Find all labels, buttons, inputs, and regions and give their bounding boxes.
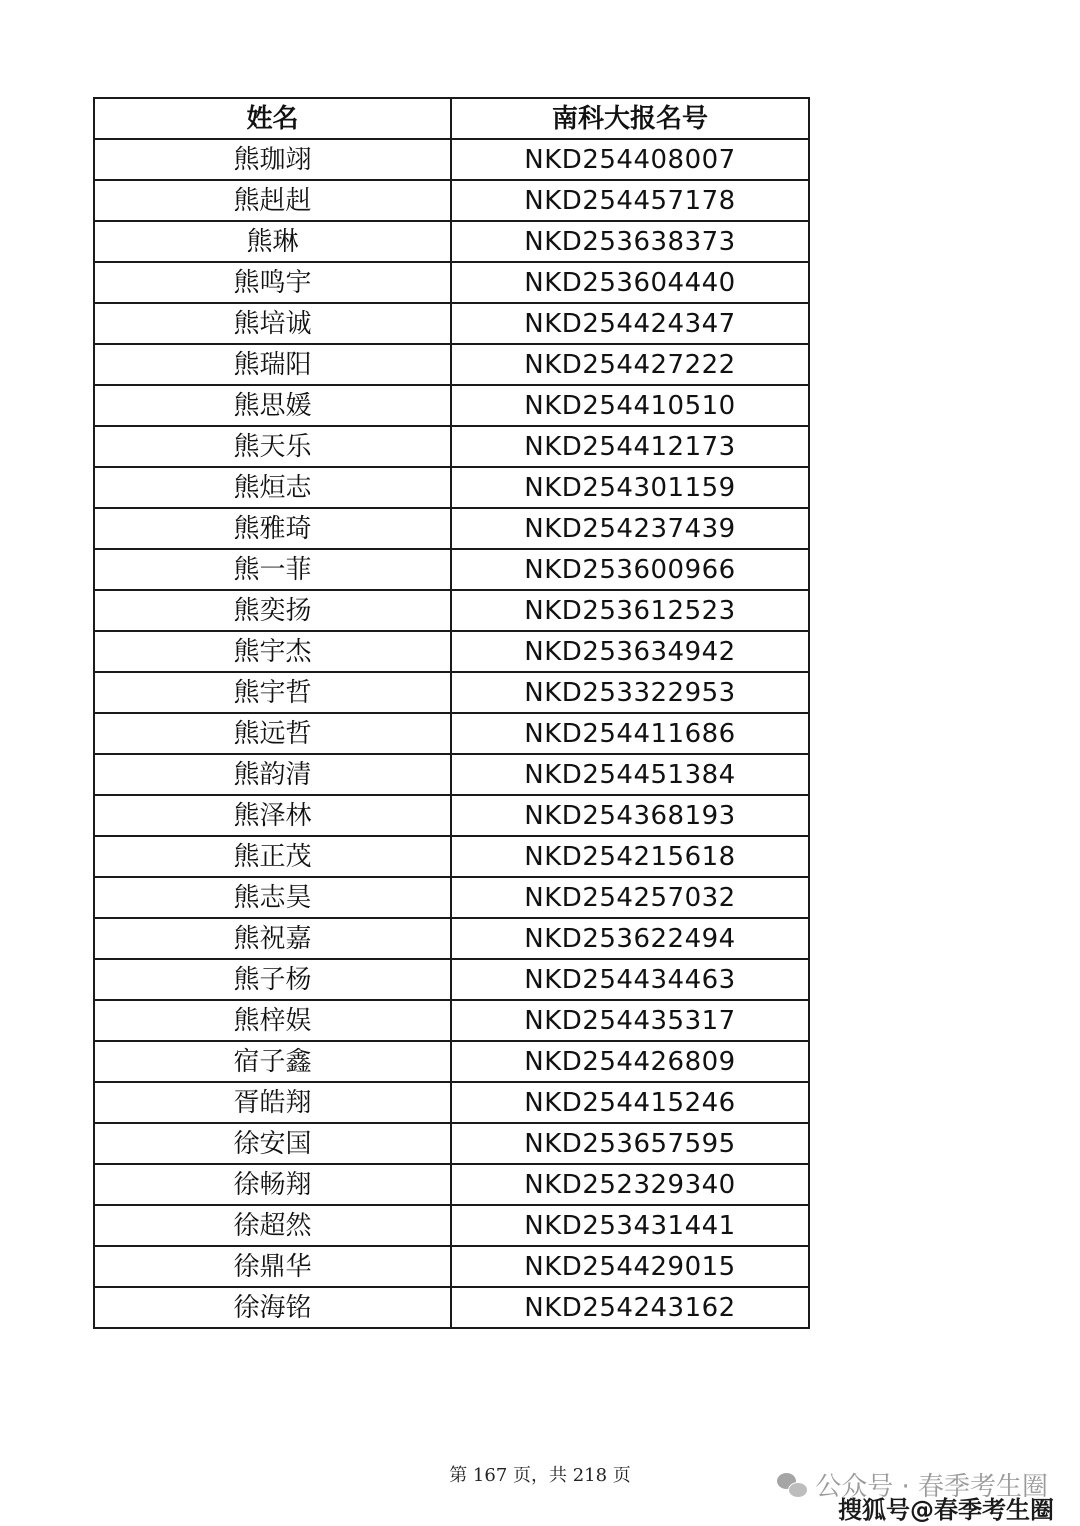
table-row bbox=[94, 385, 809, 426]
registration-id-cell: NKD254434463 bbox=[451, 959, 809, 1000]
table-row bbox=[94, 303, 809, 344]
registration-id-cell: NKD253622494 bbox=[451, 918, 809, 959]
registration-id-cell: NKD253322953 bbox=[451, 672, 809, 713]
registration-id-cell: NKD254237439 bbox=[451, 508, 809, 549]
table-row bbox=[94, 344, 809, 385]
registration-id-cell: NKD254429015 bbox=[451, 1246, 809, 1287]
table-row bbox=[94, 754, 809, 795]
registration-id-cell: NKD254368193 bbox=[451, 795, 809, 836]
table-row bbox=[94, 590, 809, 631]
registration-id-cell: NKD254243162 bbox=[451, 1287, 809, 1328]
registration-id-cell: NKD254457178 bbox=[451, 180, 809, 221]
sohu-watermark: 搜狐号@春季考生圈 bbox=[838, 1496, 1054, 1524]
registration-id-cell: NKD253600966 bbox=[451, 549, 809, 590]
table-row bbox=[94, 672, 809, 713]
student-name-cell: 熊祝嘉 bbox=[94, 918, 451, 959]
table-row bbox=[94, 508, 809, 549]
table-row bbox=[94, 877, 809, 918]
registration-id-cell: NKD253634942 bbox=[451, 631, 809, 672]
student-name-cell: 熊琳 bbox=[94, 221, 451, 262]
student-name-cell: 熊鸣宇 bbox=[94, 262, 451, 303]
registration-id-cell: NKD254451384 bbox=[451, 754, 809, 795]
table-row bbox=[94, 180, 809, 221]
table-row bbox=[94, 1000, 809, 1041]
registration-id-cell: NKD253612523 bbox=[451, 590, 809, 631]
registration-id-cell: NKD254215618 bbox=[451, 836, 809, 877]
registration-id-cell: NKD254435317 bbox=[451, 1000, 809, 1041]
name-column-header: 姓名 bbox=[94, 98, 451, 139]
student-name-cell: 熊天乐 bbox=[94, 426, 451, 467]
registration-id-cell: NKD253657595 bbox=[451, 1123, 809, 1164]
table-row bbox=[94, 918, 809, 959]
student-name-cell: 徐畅翔 bbox=[94, 1164, 451, 1205]
registration-id-cell: NKD254427222 bbox=[451, 344, 809, 385]
table-row bbox=[94, 1082, 809, 1123]
registration-id-cell: NKD254415246 bbox=[451, 1082, 809, 1123]
table-row bbox=[94, 1123, 809, 1164]
table-row bbox=[94, 1246, 809, 1287]
student-name-cell: 熊梓娱 bbox=[94, 1000, 451, 1041]
table-row bbox=[94, 139, 809, 180]
student-name-cell: 徐海铭 bbox=[94, 1287, 451, 1328]
student-name-cell: 熊思媛 bbox=[94, 385, 451, 426]
table-row bbox=[94, 549, 809, 590]
registration-id-cell: NKD253431441 bbox=[451, 1205, 809, 1246]
registration-id-cell: NKD254408007 bbox=[451, 139, 809, 180]
registration-id-cell: NKD254426809 bbox=[451, 1041, 809, 1082]
registration-id-cell: NKD254257032 bbox=[451, 877, 809, 918]
table-row bbox=[94, 1287, 809, 1328]
wechat-icon bbox=[777, 1470, 807, 1500]
student-name-cell: 熊雅琦 bbox=[94, 508, 451, 549]
student-name-cell: 熊赳赳 bbox=[94, 180, 451, 221]
admission-roster-table bbox=[93, 97, 810, 1329]
table-row bbox=[94, 426, 809, 467]
table-body bbox=[94, 139, 809, 1328]
student-name-cell: 熊志昊 bbox=[94, 877, 451, 918]
student-name-cell: 宿子鑫 bbox=[94, 1041, 451, 1082]
student-name-cell: 熊泽林 bbox=[94, 795, 451, 836]
table-row bbox=[94, 713, 809, 754]
student-name-cell: 徐鼎华 bbox=[94, 1246, 451, 1287]
registration-id-cell: NKD254412173 bbox=[451, 426, 809, 467]
student-name-cell: 熊远哲 bbox=[94, 713, 451, 754]
watermark-account-text: 公众号 · 春季考生圈 bbox=[815, 1472, 1048, 1502]
student-name-cell: 熊宇哲 bbox=[94, 672, 451, 713]
table-row bbox=[94, 262, 809, 303]
student-name-cell: 熊珈翊 bbox=[94, 139, 451, 180]
student-name-cell: 熊瑞阳 bbox=[94, 344, 451, 385]
registration-id-cell: NKD254424347 bbox=[451, 303, 809, 344]
student-name-cell: 熊宇杰 bbox=[94, 631, 451, 672]
registration-id-cell: NKD252329340 bbox=[451, 1164, 809, 1205]
student-name-cell: 熊奕扬 bbox=[94, 590, 451, 631]
student-name-cell: 徐超然 bbox=[94, 1205, 451, 1246]
registration-id-cell: NKD253638373 bbox=[451, 221, 809, 262]
table-row bbox=[94, 631, 809, 672]
registration-id-cell: NKD254301159 bbox=[451, 467, 809, 508]
student-name-cell: 胥皓翔 bbox=[94, 1082, 451, 1123]
registration-id-column-header: 南科大报名号 bbox=[451, 98, 809, 139]
table-row bbox=[94, 1205, 809, 1246]
student-name-cell: 熊培诚 bbox=[94, 303, 451, 344]
student-name-cell: 熊烜志 bbox=[94, 467, 451, 508]
table-row bbox=[94, 836, 809, 877]
table-header-row bbox=[94, 98, 809, 139]
student-name-cell: 熊一菲 bbox=[94, 549, 451, 590]
table-row bbox=[94, 795, 809, 836]
student-name-cell: 熊子杨 bbox=[94, 959, 451, 1000]
registration-id-cell: NKD254411686 bbox=[451, 713, 809, 754]
student-name-cell: 徐安国 bbox=[94, 1123, 451, 1164]
table-row bbox=[94, 467, 809, 508]
table-row bbox=[94, 221, 809, 262]
table-row bbox=[94, 1041, 809, 1082]
student-name-cell: 熊正茂 bbox=[94, 836, 451, 877]
student-name-cell: 熊韵清 bbox=[94, 754, 451, 795]
table-row bbox=[94, 1164, 809, 1205]
page-number-footer: 第 167 页，共 218 页 bbox=[449, 1465, 631, 1486]
registration-id-cell: NKD253604440 bbox=[451, 262, 809, 303]
table-row bbox=[94, 959, 809, 1000]
registration-id-cell: NKD254410510 bbox=[451, 385, 809, 426]
